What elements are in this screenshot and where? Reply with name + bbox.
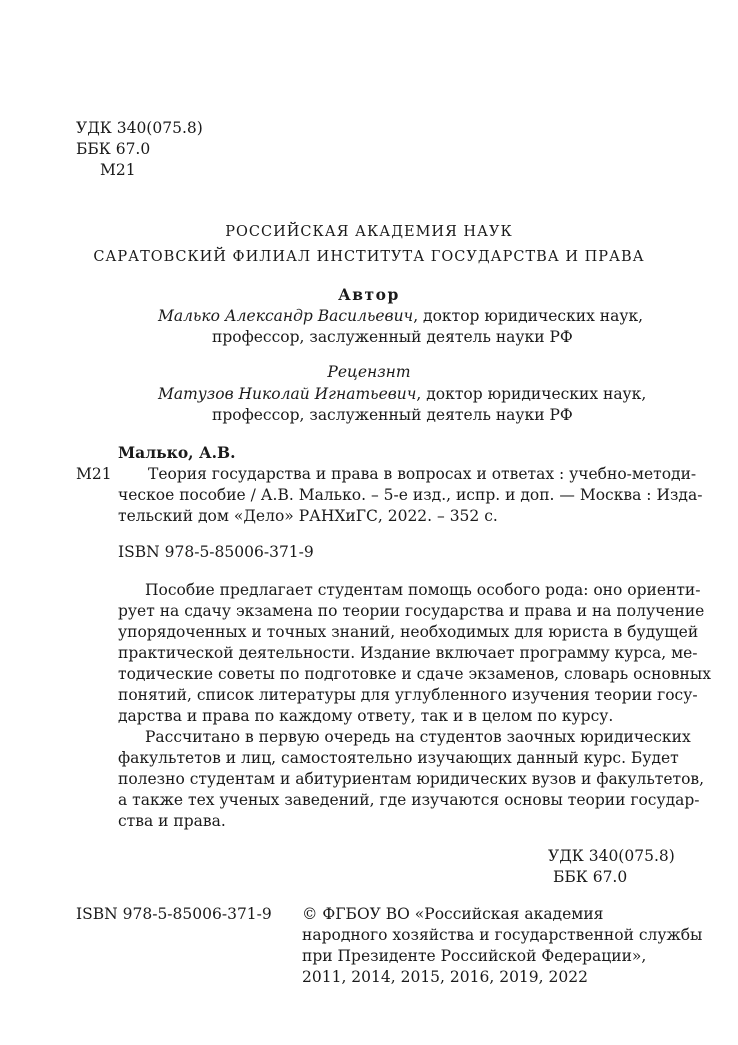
author-name: Малько Александр Васильевич xyxy=(158,307,414,325)
reviewer-line-1 xyxy=(158,384,646,405)
abstract-line: Пособие предлагает студентам помощь особого рода: оно ориенти- xyxy=(145,581,701,599)
abstract-line: понятий, список литературы для углубленного изучения теории госу- xyxy=(118,686,698,704)
abstract-line: полезно студентам и абитуриентам юридических вузов и факультетов, xyxy=(118,770,705,788)
bib-author: Малько, А.В. xyxy=(118,443,236,462)
institution-line-1: РОССИЙСКАЯ АКАДЕМИЯ НАУК xyxy=(225,224,513,240)
bib-line-3: тельский дом «Дело» РАНХиГС, 2022. – 352 с. xyxy=(118,507,498,525)
reviewer-line-2: профессор, заслуженный деятель науки РФ xyxy=(212,406,573,424)
copyright-line: © ФГБОУ ВО «Российская академия xyxy=(302,905,604,923)
author-mark-top: М21 xyxy=(100,161,136,179)
footer-isbn: ISBN 978-5-85006-371-9 xyxy=(76,905,272,923)
copyright-line: народного хозяйства и государственной службы xyxy=(302,926,703,944)
abstract-line: рует на сдачу экзамена по теории государства и права и на получение xyxy=(118,602,705,620)
udk-code-bottom: УДК 340(075.8) xyxy=(548,847,675,865)
author-degree: , доктор юридических наук, xyxy=(413,307,644,325)
author-line-1 xyxy=(158,306,643,327)
abstract-line: дарства и права по каждому ответу, так и в целом по курсу. xyxy=(118,707,614,725)
copyright-line: при Президенте Российской Федерации», xyxy=(302,947,647,965)
reviewer-name: Матузов Николай Игнатьевич xyxy=(158,385,417,403)
abstract-line: Рассчитано в первую очередь на студентов заочных юридических xyxy=(145,728,691,746)
author-line-2: профессор, заслуженный деятель науки РФ xyxy=(212,328,573,346)
copyright-line: 2011, 2014, 2015, 2016, 2019, 2022 xyxy=(302,968,588,986)
abstract-line: упорядоченных и точных знаний, необходимых для юриста в будущей xyxy=(118,623,699,641)
bib-mark: М21 xyxy=(76,465,112,483)
udk-code-top: УДК 340(075.8) xyxy=(76,119,203,137)
bib-line-1: Теория государства и права в вопросах и ответах : учебно-методи- xyxy=(148,465,697,483)
reviewer-heading: Рецензнт xyxy=(327,363,411,381)
institution-line-2: САРАТОВСКИЙ ФИЛИАЛ ИНСТИТУТА ГОСУДАРСТВА И ПРАВА xyxy=(93,249,645,265)
abstract-line: а также тех ученых заведений, где изучаются основы теории государ- xyxy=(118,791,700,809)
author-heading: Автор xyxy=(338,285,400,304)
abstract-line: ства и права. xyxy=(118,812,226,830)
abstract-line: тодические советы по подготовке и сдаче экзаменов, словарь основных xyxy=(118,665,711,683)
bib-isbn: ISBN 978-5-85006-371-9 xyxy=(118,543,314,561)
bib-line-2: ческое пособие / А.В. Малько. – 5-е изд., испр. и доп. — Москва : Изда- xyxy=(118,486,703,504)
abstract-line: практической деятельности. Издание включает программу курса, ме- xyxy=(118,644,698,662)
bbk-code-bottom: ББК 67.0 xyxy=(553,868,628,886)
reviewer-degree: , доктор юридических наук, xyxy=(416,385,647,403)
bbk-code-top: ББК 67.0 xyxy=(76,140,151,158)
abstract-line: факультетов и лиц, самостоятельно изучающих данный курс. Будет xyxy=(118,749,679,767)
